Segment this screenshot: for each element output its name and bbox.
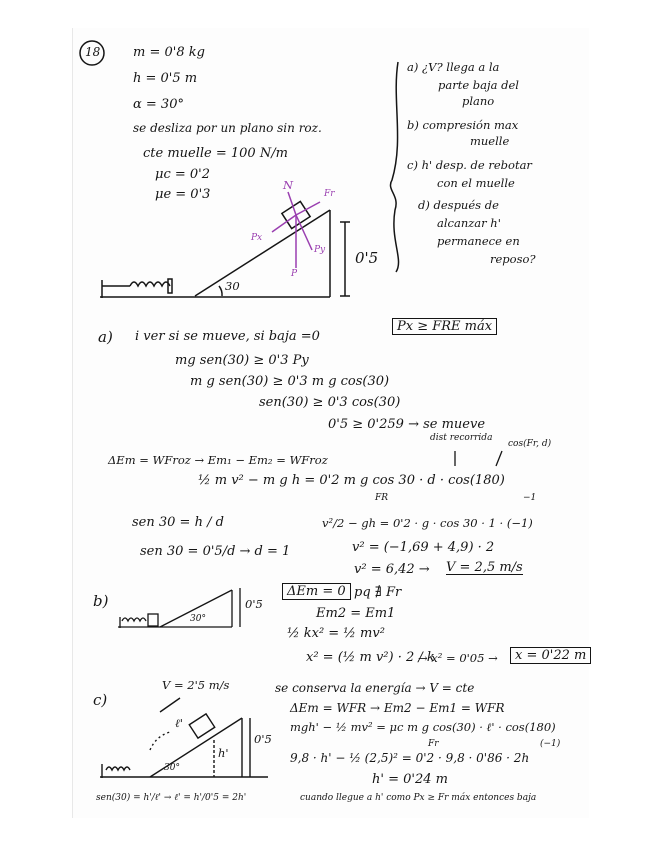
part-a-note-cos: cos(Fr, d) — [508, 439, 552, 449]
part-c-line2: ΔEm = WFR → Em2 − Em1 = WFR — [290, 701, 505, 715]
part-a-fr-label: FR — [375, 493, 389, 503]
part-c-bottom-right: cuando llegue a h' como Px ≥ Fr máx entonces baja — [300, 793, 537, 803]
force-Px-label: Px — [251, 233, 263, 243]
question-d-line1: d) después de — [418, 198, 499, 212]
part-a-minus-one: −1 — [523, 493, 537, 503]
part-a-condition-box: Px ≥ FRE máx — [392, 318, 497, 335]
given-angle: α = 30° — [133, 97, 184, 112]
part-c-fr-label: Fr — [428, 739, 439, 749]
part-a-calc2: v² = (−1,69 + 4,9) · 2 — [352, 540, 495, 555]
part-a-intro: i ver si se mueve, si baja =0 — [135, 329, 320, 344]
part-b-fig-angle: 30° — [190, 614, 206, 624]
part-b-line2: ½ kx² = ½ mv² — [287, 626, 385, 641]
question-d-line3: permanece en — [437, 234, 520, 248]
part-c-h-label: h' — [218, 746, 229, 760]
part-a-note-distance: dist recorrida — [430, 433, 493, 443]
given-static-friction: μe = 0'3 — [155, 187, 211, 202]
given-mass: m = 0'8 kg — [133, 45, 205, 60]
question-a-line3: plano — [462, 94, 495, 108]
force-P-label: P — [291, 269, 298, 279]
part-a-energy-eq: ΔEm = WFroz → Em₁ − Em₂ = WFroz — [108, 453, 328, 467]
force-N-label: N — [283, 178, 294, 192]
part-b-boxed: ΔEm = 0 — [282, 583, 351, 600]
part-a-calc1: v²/2 − gh = 0'2 · g · cos 30 · 1 · (−1) — [322, 516, 533, 530]
question-b-line2: muelle — [470, 134, 510, 148]
part-a-energy-sub: ½ m v² − m g h = 0'2 m g cos 30 · d · cos(180) — [198, 473, 505, 488]
problem-number: 18 — [85, 45, 101, 59]
given-kinetic-friction: μc = 0'2 — [155, 167, 211, 182]
question-a-line1: a) ¿V? llega a la — [407, 60, 500, 74]
part-c-minus-one: (−1) — [540, 739, 561, 749]
part-c-l-label: ℓ' — [175, 716, 183, 730]
part-a-sin-def: sen 30 = h / d — [132, 515, 224, 530]
annotation-marks — [455, 451, 502, 466]
force-Fr-label: Fr — [324, 189, 335, 199]
force-Py-label: Py — [314, 245, 326, 255]
part-c-angle-label: 30° — [164, 763, 180, 773]
part-a-step1: mg sen(30) ≥ 0'3 Py — [175, 353, 309, 368]
part-a-label: a) — [98, 328, 113, 346]
part-c-line1: se conserva la energía → V = cte — [275, 681, 475, 695]
question-c-line2: con el muelle — [437, 176, 515, 190]
question-d-line2: alcanzar h' — [437, 216, 501, 230]
question-c-line1: c) h' desp. de rebotar — [407, 158, 532, 172]
question-b-line1: b) compresión max — [407, 118, 519, 132]
part-b-line1: Em2 = Em1 — [316, 606, 396, 621]
given-spring-constant: cte muelle = 100 N/m — [143, 146, 288, 161]
part-b-line3: x² = (½ m v²) · 2 / k — [306, 650, 435, 665]
part-a-sin-solve: sen 30 = 0'5/d → d = 1 — [140, 544, 291, 559]
incline-figure-2 — [118, 588, 240, 628]
part-a-step4: 0'5 ≥ 0'259 → se mueve — [328, 417, 486, 432]
part-c-height-label: 0'5 — [254, 732, 272, 746]
part-a-result: V = 2,5 m/s — [446, 560, 523, 575]
part-a-step2: m g sen(30) ≥ 0'3 m g cos(30) — [190, 374, 390, 389]
part-c-bottom-left: sen(30) = h'/ℓ' → ℓ' = h'/0'5 = 2h' — [96, 793, 247, 803]
question-d-line4: reposo? — [490, 252, 536, 266]
brace-separator — [390, 62, 398, 272]
fig1-height-label: 0'5 — [355, 249, 379, 267]
part-a-step3: sen(30) ≥ 0'3 cos(30) — [259, 395, 401, 410]
given-description: se desliza por un plano sin roz. — [133, 121, 322, 135]
part-c-line3: mgh' − ½ mv² = μc m g cos(30) · ℓ' · cos(180) — [290, 720, 556, 734]
part-b-result: x = 0'22 m — [510, 647, 591, 664]
incline-figure-3 — [100, 698, 268, 778]
part-c-line4: 9,8 · h' − ½ (2,5)² = 0'2 · 9,8 · 0'86 · 2h — [290, 751, 530, 765]
part-b-boxed-tail: pq ∄ Fr — [354, 585, 402, 600]
fig1-angle-label: 30 — [225, 279, 240, 293]
part-b-label: b) — [93, 592, 109, 610]
part-a-calc3: v² = 6,42 → — [354, 562, 430, 577]
part-c-line5: h' = 0'24 m — [372, 772, 448, 787]
part-b-fig-height: 0'5 — [245, 597, 263, 611]
given-height: h = 0'5 m — [133, 71, 198, 86]
part-c-velocity-label: V = 2'5 m/s — [162, 678, 230, 692]
part-b-line4: → x² = 0'05 → — [418, 651, 498, 665]
part-c-label: c) — [93, 691, 108, 709]
question-a-line2: parte baja del — [438, 78, 519, 92]
